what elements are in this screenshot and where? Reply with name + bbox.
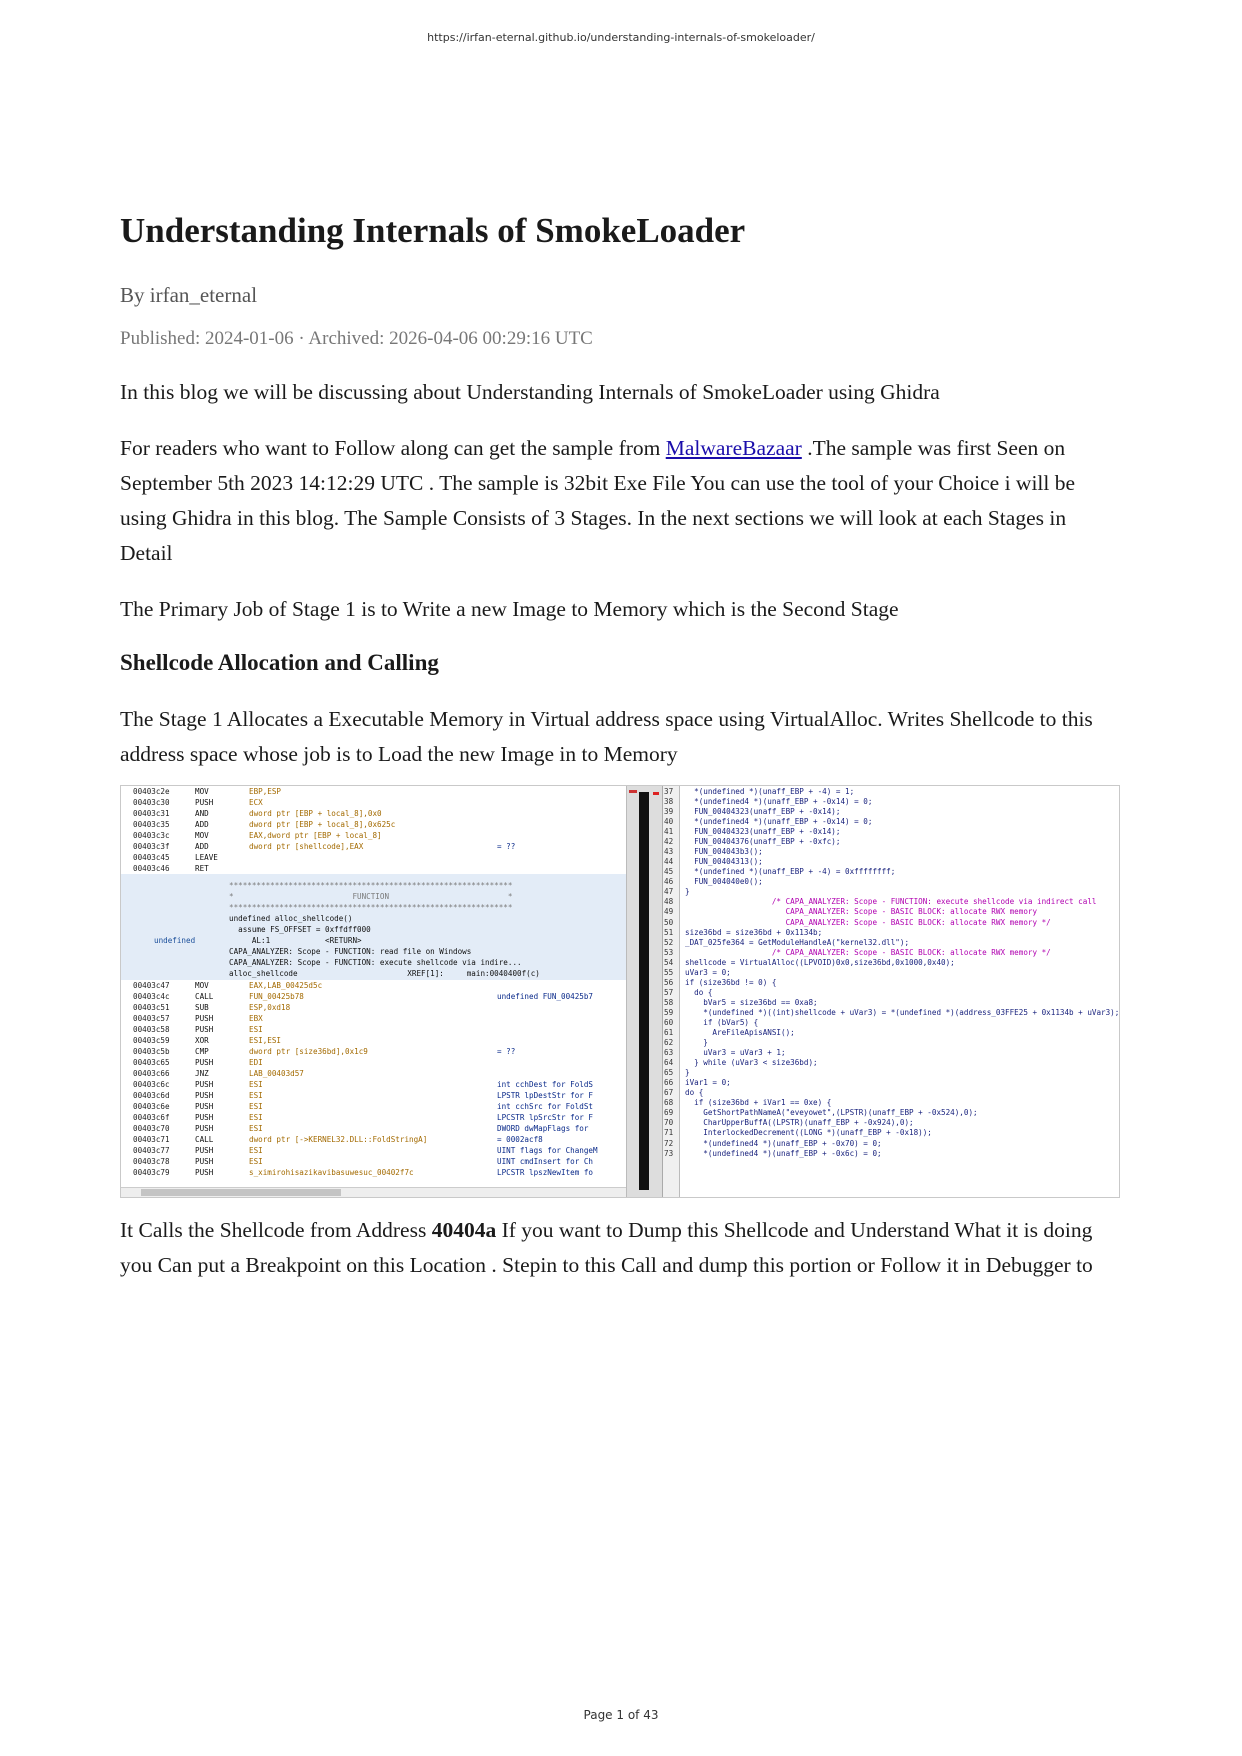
decompiler-line[interactable]: 52 _DAT_025fe364 = GetModuleHandleA("kernel32.dll"); <box>664 937 910 947</box>
listing-row[interactable]: 00403c30 PUSH ECX <box>133 797 263 807</box>
article <box>120 210 1120 1304</box>
listing-row[interactable]: 00403c78 PUSH ESI UINT cmdInsert for Ch <box>133 1156 594 1166</box>
page-url: https://irfan-eternal.github.io/understanding-internals-of-smokeloader/ <box>427 31 815 44</box>
section-heading: Shellcode Allocation and Calling <box>120 650 439 675</box>
page-footer: Page 1 of 43 <box>583 1708 659 1722</box>
decompiler-line[interactable]: 69 GetShortPathNameA("eveyowet",(LPSTR)(unaff_EBP + -0x524),0); <box>664 1108 978 1118</box>
decompiler-line[interactable]: 56 if (size36bd != 0) { <box>664 977 777 987</box>
horizontal-scrollbar[interactable] <box>121 1187 626 1197</box>
decompiler-line[interactable]: 65 } <box>664 1068 690 1078</box>
listing-row[interactable]: 00403c58 PUSH ESI <box>133 1024 263 1034</box>
call-paragraph: It Calls the Shellcode from Address 40404a If you want to Dump this Shellcode and Understand What it is doing you Can put a Breakpoint on this Location . Stepin to this Call and dump this portion or Follow it in Debugger to <box>120 1217 1093 1277</box>
decompiler-line[interactable]: 46 FUN_004040e0(); <box>664 877 763 887</box>
intro-paragraph: In this blog we will be discussing about Understanding Internals of SmokeLoader using Ghidra <box>120 380 940 404</box>
decompiler-line[interactable]: 38 *(undefined4 *)(unaff_EBP + -0x14) = 0; <box>664 796 873 806</box>
listing-row[interactable]: 00403c51 SUB ESP,0xd18 <box>133 1002 291 1012</box>
decompiler-line[interactable]: 39 FUN_00404323(unaff_EBP + -0x14); <box>664 806 841 816</box>
allocation-paragraph: The Stage 1 Allocates a Executable Memory in Virtual address space using VirtualAlloc. Writes Shellcode to this address space whose job is to Load the new Image in to Memory <box>120 706 1093 766</box>
listing-row[interactable]: 00403c31 AND dword ptr [EBP + local_8],0x0 <box>133 808 382 818</box>
decompiler-line[interactable]: 55 uVar3 = 0; <box>664 967 731 977</box>
byline: By irfan_eternal <box>120 283 258 307</box>
decompiler-line[interactable]: 68 if (size36bd + iVar1 == 0xe) { <box>664 1098 832 1108</box>
decompiler-line[interactable]: 61 AreFileApisANSI(); <box>664 1028 795 1038</box>
disassembly-listing <box>121 786 627 1197</box>
decompiler-line[interactable]: 43 FUN_004043b3(); <box>664 847 763 857</box>
listing-row[interactable]: 00403c3c MOV EAX,dword ptr [EBP + local_8] <box>133 830 382 840</box>
listing-row[interactable]: 00403c79 PUSH s_ximirohisazikavibasuwesuc_00402f7c LPCSTR lpszNewItem fo <box>133 1167 594 1177</box>
function-header-line: undefined AL:1 <RETURN> <box>154 935 362 945</box>
overview-bar <box>639 792 649 1190</box>
overview-marker <box>629 790 637 793</box>
listing-row[interactable]: 00403c4c CALL FUN_00425b78 undefined FUN_00425b7 <box>133 991 594 1001</box>
sample-paragraph: For readers who want to Follow along can get the sample from MalwareBazaar .The sample was first Seen on September 5th 2023 14:12:29 UTC . The sample is 32bit Exe File You can use the tool of your Choice i will be using Ghidra in this blog. The Sample Consists of 3 Stages. In the next sections we will look at each Stages in Detail <box>120 436 1076 565</box>
listing-row[interactable]: 00403c2e MOV EBP,ESP <box>133 786 282 796</box>
decompiler-line[interactable]: 67 do { <box>664 1088 704 1098</box>
decompiler-line[interactable]: 49 CAPA_ANALYZER: Scope - BASIC BLOCK: allocate RWX memory <box>664 907 1038 917</box>
decompiler-line[interactable]: 60 if (bVar5) { <box>664 1017 759 1027</box>
function-header-line: CAPA_ANALYZER: Scope - FUNCTION: execute shellcode via indire... <box>229 957 522 967</box>
decompiler-line[interactable]: 50 CAPA_ANALYZER: Scope - BASIC BLOCK: allocate RWX memory */ <box>664 917 1051 927</box>
function-header-line: alloc_shellcode XREF[1]: main:0040400f(c) <box>229 968 540 978</box>
listing-row[interactable]: 00403c45 LEAVE <box>133 852 218 862</box>
decompiler-line[interactable]: 63 uVar3 = uVar3 + 1; <box>664 1048 786 1058</box>
listing-row[interactable]: 00403c65 PUSH EDI <box>133 1057 263 1067</box>
listing-row[interactable]: 00403c5b CMP dword ptr [size36bd],0x1c9 = ?? <box>133 1046 516 1056</box>
scrollbar-thumb[interactable] <box>141 1189 341 1196</box>
decompiler-line[interactable]: 37 *(undefined *)(unaff_EBP + -4) = 1; <box>664 786 855 796</box>
decompiler-line[interactable]: 57 do { <box>664 987 713 997</box>
function-header-line: undefined alloc_shellcode() <box>229 913 353 923</box>
listing-row[interactable]: 00403c35 ADD dword ptr [EBP + local_8],0x625c <box>133 819 396 829</box>
decompiler-line[interactable]: 73 *(undefined4 *)(unaff_EBP + -0x6c) = 0; <box>664 1148 882 1158</box>
listing-row[interactable]: 00403c71 CALL dword ptr [->KERNEL32.DLL::FoldStringA] = 0002acf8 <box>133 1134 543 1144</box>
address-bold: 40404a <box>431 1217 497 1242</box>
decompiler-line[interactable]: 47 } <box>664 887 690 897</box>
listing-row[interactable]: 00403c66 JNZ LAB_00403d57 <box>133 1068 304 1078</box>
stage1-paragraph: The Primary Job of Stage 1 is to Write a new Image to Memory which is the Second Stage <box>120 597 899 621</box>
function-header-line: ************************************************************** <box>229 902 513 912</box>
listing-row[interactable]: 00403c47 MOV EAX,LAB_00425d5c <box>133 980 323 990</box>
listing-row[interactable]: 00403c70 PUSH ESI DWORD dwMapFlags for <box>133 1123 589 1133</box>
overview-strip <box>627 786 663 1197</box>
overview-marker <box>653 792 659 795</box>
ghidra-screenshot <box>120 785 1120 1198</box>
function-header-block <box>121 874 626 980</box>
decompiler-line[interactable]: 59 *(undefined *)((int)shellcode + uVar3) = *(undefined *)(address_03FFE25 + 0x1134b + uVar3); <box>664 1007 1119 1017</box>
listing-row[interactable]: 00403c6c PUSH ESI int cchDest for FoldS <box>133 1079 594 1089</box>
decompiler-line[interactable]: 58 bVar5 = size36bd == 0xa8; <box>664 997 818 1007</box>
listing-row[interactable]: 00403c46 RET <box>133 863 209 873</box>
decompiler-line[interactable]: 42 FUN_00404376(unaff_EBP + -0xfc); <box>664 837 841 847</box>
decompiler-line[interactable]: 41 FUN_00404323(unaff_EBP + -0x14); <box>664 827 841 837</box>
decompiler-line[interactable]: 71 InterlockedDecrement((LONG *)(unaff_EBP + -0x18)); <box>664 1128 932 1138</box>
decompiler-line[interactable]: 70 CharUpperBuffA((LPSTR)(unaff_EBP + -0x924),0); <box>664 1118 914 1128</box>
function-header-line: ************************************************************** <box>229 880 513 890</box>
listing-row[interactable]: 00403c6e PUSH ESI int cchSrc for FoldSt <box>133 1101 594 1111</box>
decompiler-line[interactable]: 54 shellcode = VirtualAlloc((LPVOID)0x0,size36bd,0x1000,0x40); <box>664 957 955 967</box>
decompiler-line[interactable]: 72 *(undefined4 *)(unaff_EBP + -0x70) = 0; <box>664 1138 882 1148</box>
listing-row[interactable]: 00403c59 XOR ESI,ESI <box>133 1035 282 1045</box>
listing-row[interactable]: 00403c77 PUSH ESI UINT flags for ChangeM <box>133 1145 598 1155</box>
decompiler-line[interactable]: 64 } while (uVar3 < size36bd); <box>664 1058 818 1068</box>
listing-row[interactable]: 00403c6f PUSH ESI LPCSTR lpSrcStr for F <box>133 1112 594 1122</box>
function-header-line: CAPA_ANALYZER: Scope - FUNCTION: read file on Windows <box>229 946 472 956</box>
decompiler-line[interactable]: 48 /* CAPA_ANALYZER: Scope - FUNCTION: execute shellcode via indirect call <box>664 897 1097 907</box>
article-title: Understanding Internals of SmokeLoader <box>120 211 746 250</box>
publish-dates: Published: 2024-01-06 · Archived: 2026-04-06 00:29:16 UTC <box>120 328 593 349</box>
listing-row[interactable]: 00403c6d PUSH ESI LPSTR lpDestStr for F <box>133 1090 594 1100</box>
decompiler-line[interactable]: 40 *(undefined4 *)(unaff_EBP + -0x14) = 0; <box>664 817 873 827</box>
function-header-line: * FUNCTION * <box>229 891 513 901</box>
decompiler-line[interactable]: 51 size36bd = size36bd + 0x1134b; <box>664 927 823 937</box>
decompiler-line[interactable]: 62 } <box>664 1038 708 1048</box>
decompiler-line[interactable]: 45 *(undefined *)(unaff_EBP + -4) = 0xffffffff; <box>664 867 896 877</box>
listing-row[interactable]: 00403c57 PUSH EBX <box>133 1013 263 1023</box>
decompiler-pane <box>663 786 1119 1197</box>
decompiler-line[interactable]: 53 /* CAPA_ANALYZER: Scope - BASIC BLOCK: allocate RWX memory */ <box>664 947 1051 957</box>
decompiler-line[interactable]: 44 FUN_00404313(); <box>664 857 763 867</box>
malwarebazaar-link[interactable]: MalwareBazaar <box>665 436 802 460</box>
listing-row[interactable]: 00403c3f ADD dword ptr [shellcode],EAX = ?? <box>133 841 516 851</box>
function-header-line: assume FS_OFFSET = 0xffdff000 <box>229 924 371 934</box>
decompiler-line[interactable]: 66 iVar1 = 0; <box>664 1078 731 1088</box>
